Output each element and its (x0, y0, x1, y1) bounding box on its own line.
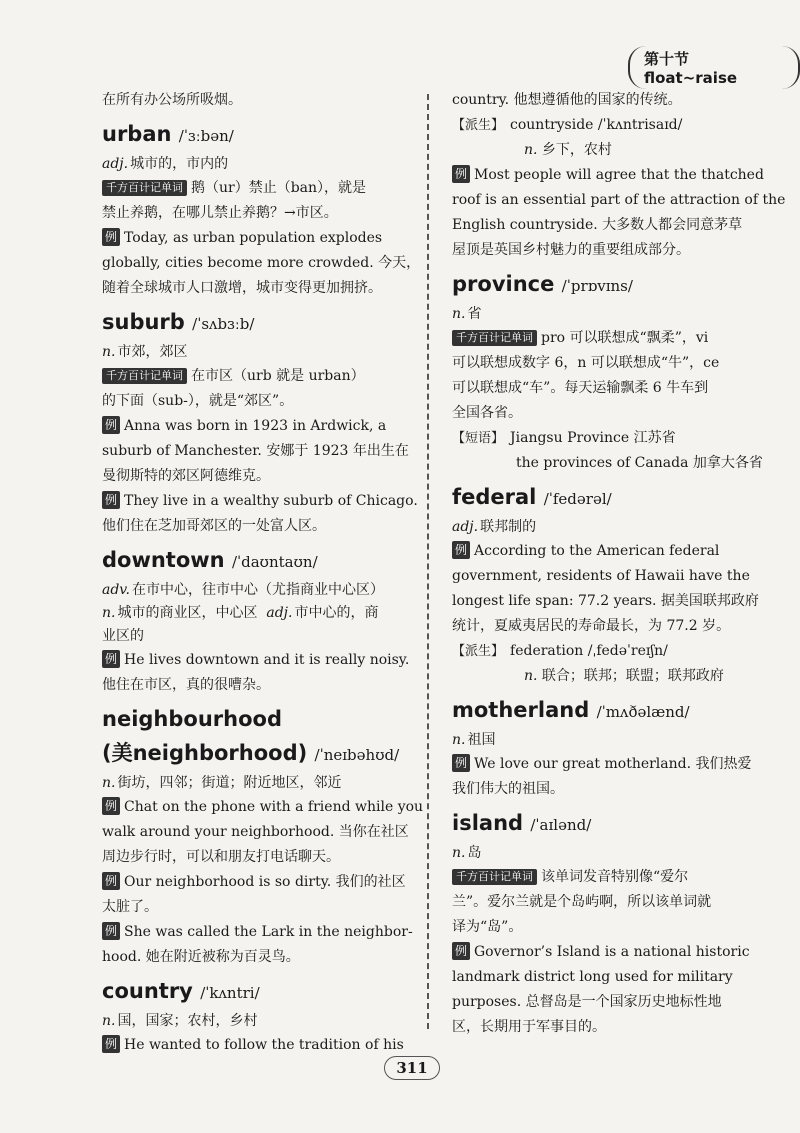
derived-word: countryside /ˈkʌntrisaɪd/ (510, 117, 683, 133)
example-line (452, 163, 764, 188)
memory-line: 可以联想成数字 6，n 可以联想成“牛”，ce (452, 355, 720, 371)
memory-line: 译为“岛”。 (452, 919, 523, 935)
example-line: roof is an essential part of the attraction of the (452, 192, 786, 208)
derived-def (452, 138, 758, 163)
example-line: English countryside. 大多数人都会同意茅草 (452, 217, 743, 233)
headword-text: (美neighborhood) (102, 741, 308, 765)
example-line: 他们住在芝加哥郊区的一处富人区。 (102, 518, 326, 534)
phrase-line (452, 426, 758, 451)
example-line (102, 870, 408, 895)
memory-line: 兰”。爱尔兰就是个岛屿啊，所以该单词就 (452, 894, 712, 910)
example-line: walk around your neighborhood. 当你在社区 (102, 824, 409, 840)
definition (452, 303, 758, 326)
derived-word: federation /ˌfedəˈreɪʃn/ (510, 643, 668, 659)
definition (102, 579, 408, 602)
definition (452, 516, 758, 539)
definition (102, 602, 408, 625)
headword-suburb (102, 305, 408, 341)
example-line (102, 414, 408, 439)
example-badge: 例 (452, 541, 470, 559)
example-badge: 例 (452, 754, 470, 772)
example-text: Anna was born in 1923 in Ardwick, a (124, 418, 387, 434)
right-column (452, 88, 786, 1040)
memory-text: pro 可以联想成“飘柔”，vi (541, 330, 709, 346)
phonetic: /ˈaɪlənd/ (530, 816, 592, 834)
memory-line: 全国各省。 (452, 405, 522, 421)
headword-text: urban (102, 122, 172, 146)
def-text: 祖国 (467, 732, 496, 748)
example-line (102, 648, 408, 673)
memory-line (452, 326, 758, 351)
example-text: Governor’s Island is a national historic (474, 944, 750, 960)
def-text: 联邦制的 (480, 519, 537, 535)
example-line (102, 795, 424, 820)
derived-line (452, 639, 758, 664)
example-line: 随着全球城市人口激增，城市变得更加拥挤。 (102, 280, 382, 296)
headword-island (452, 806, 758, 842)
pos-label: n. (102, 344, 116, 360)
derived-line (452, 113, 758, 138)
derived-tag: 【派生】 (452, 644, 505, 659)
def-text: 联合；联邦；联盟；联邦政府 (541, 668, 724, 684)
example-line (102, 226, 408, 251)
example-text: She was called the Lark in the neighbor- (124, 924, 413, 940)
example-line: 太脏了。 (102, 899, 158, 915)
example-line: 曼彻斯特的郊区阿德维克。 (102, 468, 270, 484)
def-text: 城市的，市内的 (130, 156, 229, 172)
example-text: They live in a wealthy suburb of Chicago. (124, 493, 418, 509)
example-line (102, 920, 413, 945)
example-badge: 例 (102, 922, 120, 940)
example-line: suburb of Manchester. 安娜于 1923 年出生在 (102, 443, 409, 459)
phrase-text: Jiangsu Province 江苏省 (510, 430, 676, 446)
memory-line (102, 176, 408, 201)
derived-tag: 【派生】 (452, 118, 505, 133)
pos-label: n. (102, 775, 116, 791)
phrase-tag: 【短语】 (452, 431, 505, 446)
phonetic: /ˈmʌðəlænd/ (596, 703, 690, 721)
headword-text: island (452, 811, 524, 835)
headword-motherland (452, 693, 758, 729)
pos-label: n. (452, 732, 466, 748)
def-text: 街坊，四邻；街道；附近地区，邻近 (117, 775, 342, 791)
example-text: He wanted to follow the tradition of his (124, 1037, 404, 1053)
headword-text: federal (452, 485, 537, 509)
example-badge: 例 (102, 872, 120, 890)
pos-label: adj. (452, 519, 479, 535)
def-text: 市郊，郊区 (117, 344, 188, 360)
example-badge: 例 (102, 416, 120, 434)
phonetic: /ˈneɪbəhʊd/ (314, 746, 400, 764)
headword-text: province (452, 272, 555, 296)
example-badge: 例 (102, 228, 120, 246)
memory-line: 禁止养鹅，在哪儿禁止养鹅？→市区。 (102, 205, 338, 221)
left-column (102, 88, 424, 1058)
example-line: hood. 她在附近被称为百灵鸟。 (102, 949, 300, 965)
pos-label: n. (524, 142, 538, 158)
continued-line: country. 他想遵循他的国家的传统。 (452, 92, 682, 108)
pos-label: n. (524, 668, 538, 684)
definition (102, 1010, 408, 1033)
def-text: 城市的商业区，中心区 (117, 605, 258, 621)
example-text: According to the American federal (474, 543, 720, 559)
example-badge: 例 (102, 1035, 120, 1053)
example-line: 统计，夏威夷居民的寿命最长，为 77.2 岁。 (452, 618, 731, 634)
memory-text: 鹅（ur）禁止（ban），就是 (191, 180, 367, 196)
example-badge: 例 (102, 650, 120, 668)
memory-line: 的下面（sub-），就是“郊区”。 (102, 393, 294, 409)
headword-urban (102, 117, 408, 153)
headword-downtown (102, 543, 408, 579)
example-line (452, 940, 758, 965)
example-text: Our neighborhood is so dirty. 我们的社区 (124, 874, 406, 890)
memory-badge: 千方百计记单词 (102, 368, 187, 384)
pos-label: adv. (102, 582, 131, 598)
example-line: 区，长期用于军事目的。 (452, 1019, 606, 1035)
def-text: 市中心的，商 (294, 605, 379, 621)
headword-text: downtown (102, 548, 225, 572)
headword-neighbourhood: neighbourhood (102, 707, 282, 731)
phonetic: /ˈprɒvɪns/ (561, 277, 633, 295)
headword-text: motherland (452, 698, 590, 722)
example-line: purposes. 总督岛是一个国家历史地标性地 (452, 994, 722, 1010)
example-text: Most people will agree that the thatched (474, 167, 764, 183)
example-line (452, 539, 758, 564)
intro-line: 在所有办公场所吸烟。 (102, 92, 242, 108)
column-divider (427, 94, 429, 1029)
def-text: 省 (467, 306, 482, 322)
example-line (102, 489, 418, 514)
example-badge: 例 (452, 942, 470, 960)
memory-badge: 千方百计记单词 (102, 180, 187, 196)
phonetic: /ˈsʌbɜːb/ (192, 315, 255, 333)
phonetic: /ˈdaʊntaʊn/ (231, 553, 318, 571)
phonetic: /ˈfedərəl/ (543, 490, 612, 508)
derived-def (452, 664, 758, 689)
pos-label: adj. (102, 156, 129, 172)
headword-text: suburb (102, 310, 185, 334)
example-line (452, 752, 758, 777)
example-line: 他住在市区，真的很嘈杂。 (102, 677, 270, 693)
memory-line (452, 865, 758, 890)
pos-label: n. (452, 306, 466, 322)
pos-label: n. (452, 845, 466, 861)
definition (102, 153, 408, 176)
def-text: 岛 (467, 845, 482, 861)
memory-line (102, 364, 408, 389)
section-header: 第十节 float~raise (628, 46, 800, 89)
pos-label: n. (102, 1013, 116, 1029)
pos-label: n. (102, 605, 116, 621)
example-line: globally, cities become more crowded. 今天， (102, 255, 421, 271)
example-line: government, residents of Hawaii have the (452, 568, 750, 584)
definition (102, 772, 408, 795)
example-line: longest life span: 77.2 years. 据美国联邦政府 (452, 593, 759, 609)
definition (452, 842, 758, 865)
example-line (102, 1033, 408, 1058)
memory-text: 在市区（urb 就是 urban） (191, 368, 365, 384)
example-text: He lives downtown and it is really noisy. (124, 652, 410, 668)
def-text: 国，国家；农村，乡村 (117, 1013, 258, 1029)
memory-text: 该单词发音特别像“爱尔 (541, 869, 689, 885)
example-text: We love our great motherland. 我们热爱 (474, 756, 752, 772)
phonetic: /ˈkʌntri/ (200, 984, 260, 1002)
definition: 业区的 (102, 628, 144, 644)
example-badge: 例 (452, 165, 470, 183)
memory-line: 可以联想成“车”。每天运输飘柔 6 牛车到 (452, 380, 709, 396)
headword-province (452, 267, 758, 303)
example-text: Today, as urban population explodes (124, 230, 383, 246)
headword-federal (452, 480, 758, 516)
pos-label: adj. (266, 605, 293, 621)
example-text: Chat on the phone with a friend while you (124, 799, 424, 815)
phonetic: /ˈɜːbən/ (178, 127, 234, 145)
phrase-line: the provinces of Canada 加拿大各省 (516, 455, 763, 471)
page-number: 311 (384, 1056, 440, 1080)
headword-country (102, 974, 408, 1010)
example-line: 我们伟大的祖国。 (452, 781, 564, 797)
example-line: 屋顶是英国乡村魅力的重要组成部分。 (452, 242, 690, 258)
example-badge: 例 (102, 797, 120, 815)
example-badge: 例 (102, 491, 120, 509)
definition (102, 341, 408, 364)
example-line: 周边步行时，可以和朋友打电话聊天。 (102, 849, 340, 865)
example-line: landmark district long used for military (452, 969, 733, 985)
memory-badge: 千方百计记单词 (452, 869, 537, 885)
definition (452, 729, 758, 752)
headword-neighborhood (102, 736, 408, 772)
headword-text: country (102, 979, 193, 1003)
def-text: 在市中心，往市中心（尤指商业中心区） (132, 582, 385, 598)
def-text: 乡下，农村 (541, 142, 612, 158)
memory-badge: 千方百计记单词 (452, 330, 537, 346)
